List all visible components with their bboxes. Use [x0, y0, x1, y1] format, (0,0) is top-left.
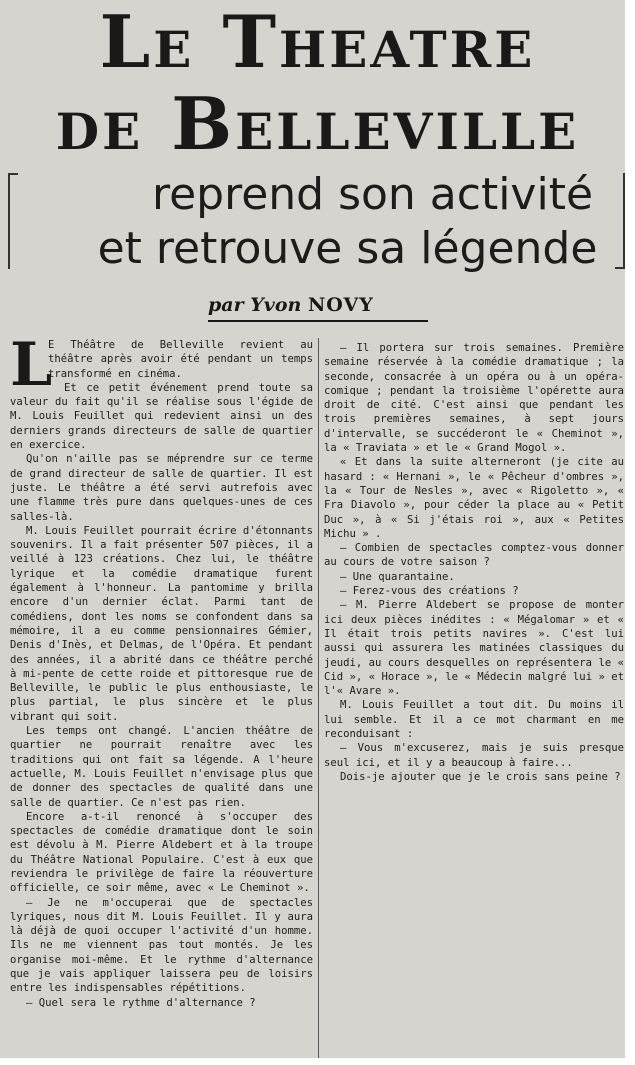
drop-cap: L [10, 330, 53, 400]
paragraph: — Vous m'excuserez, mais je suis presque seul ici, et il y a beaucoup à faire... [324, 742, 624, 769]
page-margin-bottom [0, 1058, 635, 1065]
paragraph: Encore a-t-il renoncé à s'occuper des spectacles de comédie dramatique dont le soin est dévolu à M. Pierre Aldebert et à la troupe du Théâtre National Populaire. C'est à eux que reviendra le privilège de faire la réouverture officielle, ce soir même, avec « Le Cheminot ». [10, 810, 313, 895]
paragraph: Les temps ont changé. L'ancien théâtre de quartier ne pourrait renaître avec les traditions qui ont fait sa légende. A l'heure actuelle, M. Louis Feuillet n'envisage plus que de donner des spectacles de qualité dans une salle de quartier. Ce n'est pas rien. [10, 725, 313, 809]
paragraph: — Il portera sur trois semaines. Première semaine réservée à la comédie dramatique ; la seconde, consacrée à un opéra ou à un opéra-comique ; pendant la troisième l'opérette aura droit de cité. C'est ainsi que pendant les trois premières semaines, à sept jours d'intervalle, se succéderont le « Cheminot », la « Traviata » et le « Grand Mogol ». [324, 342, 624, 455]
paragraph: Qu'on n'aille pas se méprendre sur ce terme de grand directeur de salle de quartier. Il est juste. Le théâtre a été servi autrefois avec une flamme très pure dans quelques-unes de ces salles-là. [10, 453, 313, 523]
paragraph: M. Louis Feuillet pourrait écrire d'étonnants souvenirs. Il a fait présenter 507 pièces, il a veillé à 123 créations. Chez lui, le théâtre lyrique et la comédie dramatique furent également à l'honneur. La pantomime y brilla encore d'un dernier éclat. Parmi tant de comédiens, dont les noms se confondent dans sa mémoire, il a eu comme pensionnaires Gémier, Denis d'Inès, et Delmas, de l'Opéra. Et pendant des années, il a abrité dans ce théâtre perché à mi-pente de cette roide et pittoresque rue de Belleville, le public le plus enthousiaste, le plus partial, le plus sincère et le plus vibrant qui soit. [10, 524, 314, 723]
paragraph: — Une quarantaine. [340, 570, 455, 583]
paragraph: — M. Pierre Aldebert se propose de monter ici deux pièces inédites : « Mégalomar » et « Il était trois petits navires ». C'est lui aussi qui assurera les matinées classiques du jeudi, au cours desquelles on représentera le « Cid », « Horace », le « Médecin malgré lui » et l'« Avare ». [324, 599, 624, 698]
paragraph: — Je ne m'occuperai que de spectacles lyriques, nous dit M. Louis Feuillet. Il y aura là déjà de quoi occuper l'activité d'un homme. Ils ne me viennent pas tout montés. Je les organise moi-même. Et le rythme d'alternance que je vais appliquer laissera peu de loisirs entre les indispensables répétitions. [10, 896, 313, 995]
byline [208, 294, 428, 322]
paragraph: — Quel sera le rythme d'alternance ? [26, 996, 256, 1009]
paragraph: — Combien de spectacles comptez-vous donner au cours de votre saison ? [324, 542, 624, 569]
column-divider [318, 338, 319, 1058]
subtitle-line-2: et retrouve sa légende [97, 223, 598, 274]
paragraph: — Ferez-vous des créations ? [340, 585, 519, 598]
left-column [10, 330, 314, 1010]
paragraph: M. Louis Feuillet a tout dit. Du moins il lui semble. Et il a ce mot charmant en me reconduisant : [324, 699, 624, 741]
paragraph: « Et dans la suite alterneront (je cite au hasard : « Hernani », le « Pêcheur d'ombres », la « Tour de Nesles », avec « Rigoletto », « Fra Diavolo », pour céder la place au « Petit Duc », à « Si j'étais roi », aux « Petites Michu » . [324, 456, 624, 540]
subtitle-line-1: reprend son activité [151, 169, 594, 220]
headline-line-2: de Belleville [55, 81, 580, 166]
right-column [324, 341, 624, 784]
byline-prefix: par Yvon [208, 294, 308, 316]
paragraph: Dois-je ajouter que je le crois sans peine ? [340, 770, 621, 783]
paragraph: Et ce petit événement prend toute sa valeur du fait qu'il se réalise sous l'égide de M. Louis Feuillet qui redevient ainsi un des derniers grands directeurs de salle de quartier en exercice. [10, 381, 313, 452]
paragraph: E Théâtre de Belleville revient au théâtre après avoir été pendant un temps transformé en cinéma. [48, 339, 313, 380]
byline-author: NOVY [307, 294, 374, 316]
headline-line-1: Le Theatre [99, 0, 536, 84]
